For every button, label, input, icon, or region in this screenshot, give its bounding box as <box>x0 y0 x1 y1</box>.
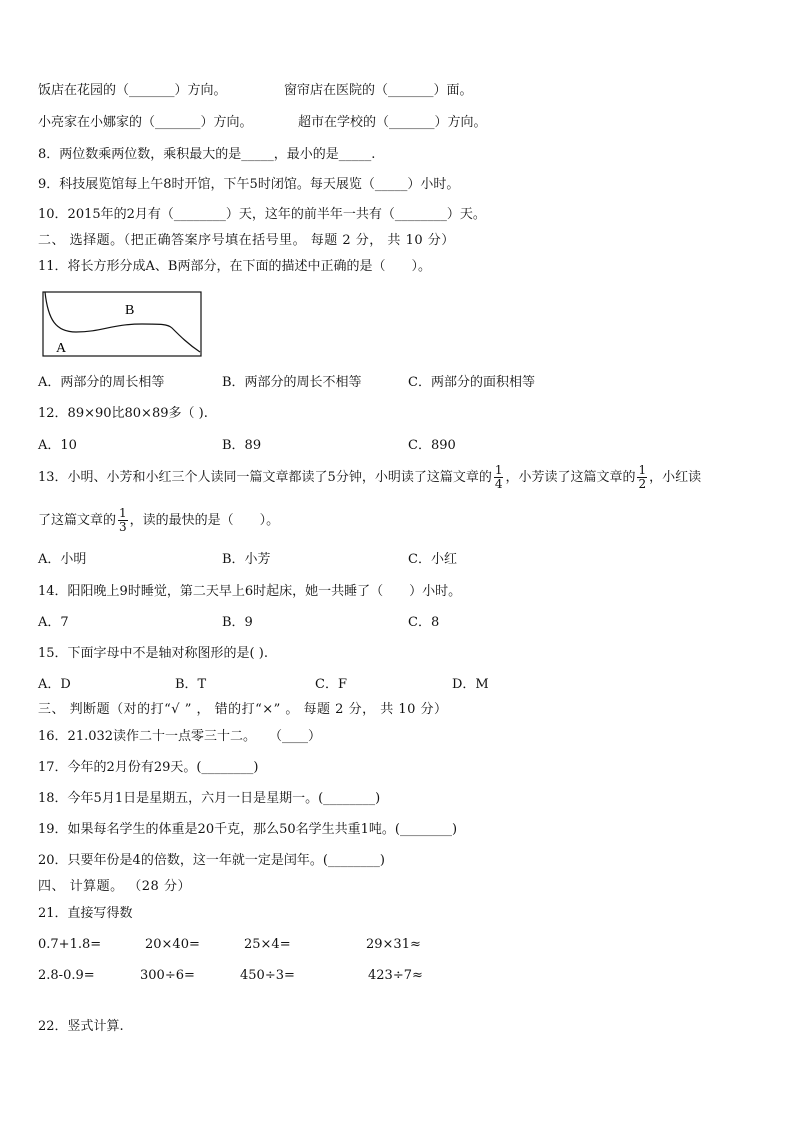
frac2-num: 1 <box>638 463 647 477</box>
q11-option-b[interactable]: B．两部分的周长不相等 <box>222 375 362 390</box>
question-18: 18．今年5月1日是星期五，六月一日是星期一。(________) <box>38 791 381 806</box>
q11-option-a[interactable]: A．两部分的周长相等 <box>38 375 165 390</box>
q14-option-c[interactable]: C．8 <box>408 615 440 630</box>
question-11: 11．将长方形分成A、B两部分，在下面的描述中正确的是（ ）。 <box>38 259 431 274</box>
question-19: 19．如果每名学生的体重是20千克，那么50名学生共重1吨。(________) <box>38 822 458 837</box>
q15-option-a[interactable]: A．D <box>38 677 71 692</box>
frac3-num: 1 <box>119 506 127 520</box>
question-7-line-2 <box>38 114 253 132</box>
fraction-one-quarter <box>494 464 504 491</box>
question-21-title: 21．直接写得数 <box>38 906 133 921</box>
calc-6: 300÷6= <box>140 968 195 983</box>
q12-option-a[interactable]: A．10 <box>38 438 77 453</box>
question-7-line-2b <box>298 114 487 132</box>
question-9: 9．科技展览馆每上午8时开馆，下午5时闭馆。每天展览（_____）小时。 <box>38 177 460 192</box>
q13-text-4: 了这篇文章的 <box>38 513 117 528</box>
q13-text-2: ，小芳读了这篇文章的 <box>505 470 636 485</box>
q14-option-a[interactable]: A．7 <box>38 615 69 630</box>
frac2-den: 2 <box>638 477 647 491</box>
q15-option-d[interactable]: D．M <box>452 677 489 692</box>
region-a-label: A <box>56 341 67 356</box>
fraction-one-half <box>637 464 647 491</box>
rectangle-figure <box>42 290 204 360</box>
q15-option-c[interactable]: C．F <box>315 677 347 692</box>
question-7-line-1 <box>38 82 227 100</box>
question-15: 15．下面字母中不是轴对称图形的是( ). <box>38 646 268 661</box>
q14-option-b[interactable]: B．9 <box>222 615 253 630</box>
frac3-den: 3 <box>119 520 127 534</box>
q13-text-3: ，小红读 <box>649 470 702 485</box>
question-7-restaurant: 饭店在花园的（_______）方向。 <box>38 83 227 98</box>
question-13-line-1 <box>38 462 701 494</box>
q11-option-c[interactable]: C．两部分的面积相等 <box>408 375 535 390</box>
question-16: 16．21.032读作二十一点零三十二。 （____） <box>38 729 322 744</box>
rectangle-outline <box>43 292 201 356</box>
question-8: 8．两位数乘两位数，乘积最大的是_____，最小的是_____. <box>38 147 376 162</box>
section-3-heading: 三、 判断题（对的打“√ ” ， 错的打“×” 。 每题 2 分， 共 10 分） <box>38 702 448 717</box>
calc-3: 25×4= <box>244 937 291 952</box>
section-4-heading: 四、 计算题。 （28 分） <box>38 879 191 894</box>
q13-option-c[interactable]: C．小红 <box>408 552 457 567</box>
question-22: 22．竖式计算. <box>38 1019 124 1034</box>
frac1-den: 4 <box>494 477 503 491</box>
question-17: 17．今年的2月份有29天。(________) <box>38 760 259 775</box>
calc-5: 2.8-0.9= <box>38 968 95 983</box>
calc-4: 29×31≈ <box>366 937 421 952</box>
calc-8: 423÷7≈ <box>368 968 423 983</box>
question-12: 12．89×90比80×89多（ ). <box>38 406 208 421</box>
q12-option-b[interactable]: B．89 <box>222 438 262 453</box>
frac1-num: 1 <box>494 463 503 477</box>
question-7-supermarket: 超市在学校的（_______）方向。 <box>298 115 487 130</box>
q12-option-c[interactable]: C．890 <box>408 438 456 453</box>
calc-7: 450÷3= <box>240 968 295 983</box>
q13-text-1: 13．小明、小芳和小红三个人读同一篇文章都读了5分钟，小明读了这篇文章的 <box>38 470 492 485</box>
question-7-xiaoliang-home: 小亮家在小娜家的（_______）方向。 <box>38 115 253 130</box>
section-2-heading: 二、 选择题。（把正确答案序号填在括号里。 每题 2 分， 共 10 分） <box>38 233 455 248</box>
q15-option-b[interactable]: B．T <box>175 677 207 692</box>
question-13-line-2 <box>38 505 279 537</box>
dividing-curve <box>45 292 200 352</box>
region-b-label: B <box>125 303 135 318</box>
q13-option-a[interactable]: A．小明 <box>38 552 87 567</box>
calc-1: 0.7+1.8= <box>38 937 102 952</box>
question-7-line-1b <box>284 82 473 100</box>
question-20: 20．只要年份是4的倍数，这一年就一定是闰年。(________) <box>38 853 385 868</box>
q13-text-5: ，读的最快的是（ ）。 <box>129 513 280 528</box>
question-10: 10．2015年的2月有（________）天，这年的前半年一共有（________）天。 <box>38 207 486 222</box>
calc-2: 20×40= <box>145 937 200 952</box>
fraction-one-third <box>118 507 128 534</box>
question-14: 14．阳阳晚上9时睡觉，第二天早上6时起床，她一共睡了（ ）小时。 <box>38 584 462 599</box>
question-7-curtain-shop: 窗帘店在医院的（_______）面。 <box>284 83 473 98</box>
q13-option-b[interactable]: B．小芳 <box>222 552 271 567</box>
